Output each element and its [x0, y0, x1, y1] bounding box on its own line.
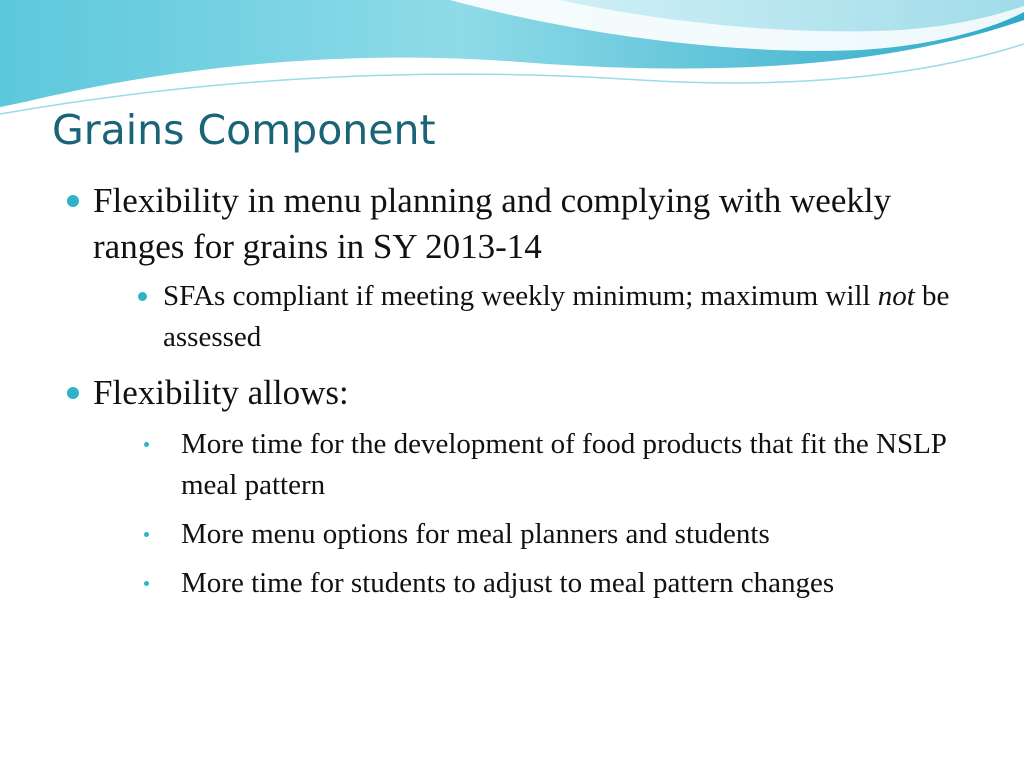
sub-bullet-item [93, 276, 964, 358]
sub-bullet-text: More menu options for meal planners and students [181, 518, 770, 550]
slide-content [64, 178, 964, 616]
sub-bullet-text: More time for the development of food products that fit the NSLP meal pattern [181, 428, 946, 501]
small-bullet-dot-icon [144, 581, 149, 586]
sub-bullet-list [93, 424, 964, 604]
sub-bullet-text-before: SFAs compliant if meeting weekly minimum; maximum will [163, 280, 878, 312]
bullet-item [64, 370, 964, 604]
header-wave-decoration [0, 0, 1024, 120]
sub-bullet-text-after: be assessed [163, 280, 950, 353]
sub-bullet-dot-icon [138, 292, 147, 301]
bullet-dot-icon [67, 195, 79, 207]
bullet-list [64, 178, 964, 604]
slide-title: Grains Component [52, 106, 436, 154]
bullet-text: Flexibility allows: [93, 373, 349, 412]
small-bullet-dot-icon [144, 442, 149, 447]
sub-bullet-text: More time for students to adjust to meal pattern changes [181, 567, 835, 599]
small-bullet-dot-icon [144, 532, 149, 537]
sub-bullet-list [93, 276, 964, 358]
sub-bullet-item [93, 424, 964, 506]
bullet-dot-icon [67, 387, 79, 399]
sub-bullet-emphasis: not [877, 280, 915, 312]
bullet-item [64, 178, 964, 358]
sub-bullet-item [93, 514, 964, 555]
bullet-text: Flexibility in menu planning and complying with weekly ranges for grains in SY 2013-14 [93, 181, 892, 266]
sub-bullet-item [93, 563, 964, 604]
